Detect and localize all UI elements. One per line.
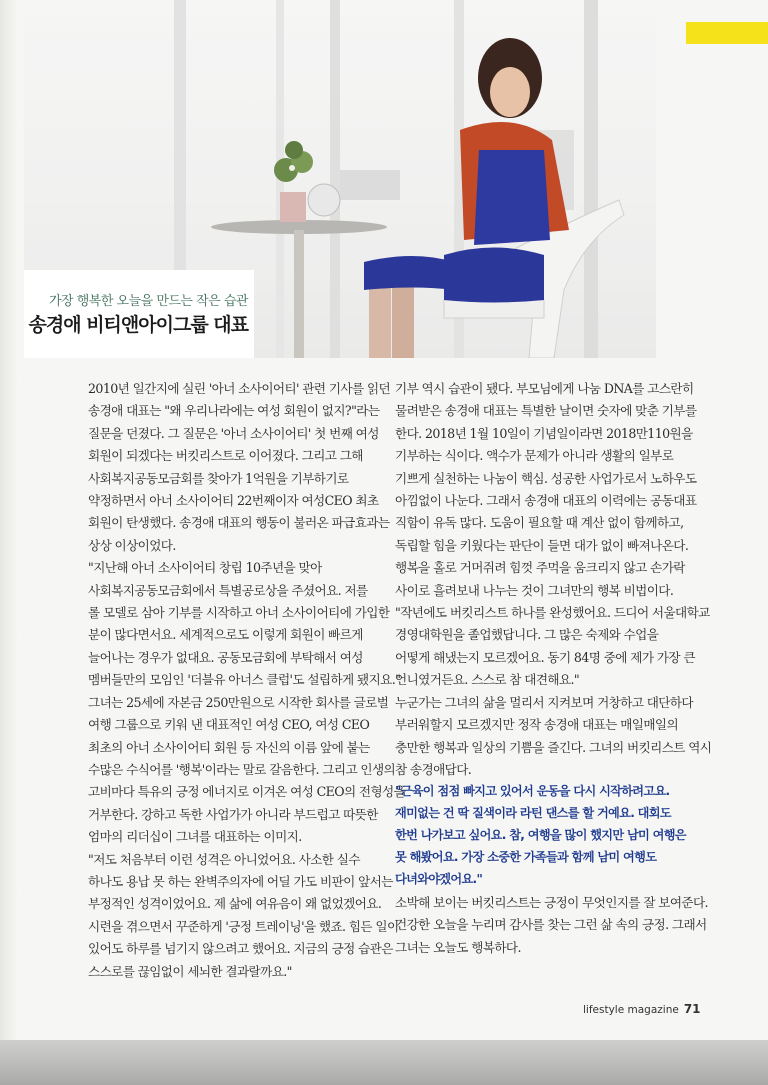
text-line: 독립할 힘을 키웠다는 판단이 들면 대가 없이 빠져나온다. bbox=[395, 537, 689, 553]
text-line: 그녀는 오늘도 행복하다. bbox=[395, 939, 521, 955]
text-line: 기쁘게 실천하는 나눔이 핵심. 성공한 사업가로서 노하우도 bbox=[395, 470, 697, 486]
text-line: "작년에도 버킷리스트 하나를 완성했어요. 드디어 서울대학교 bbox=[395, 605, 710, 621]
text-line: 하나도 용납 못 하는 완벽주의자에 어딜 가도 비판이 앞서는 bbox=[88, 873, 393, 889]
quote-line: 못 해봤어요. 가장 소중한 가족들과 함께 남미 여행도 bbox=[395, 850, 657, 864]
text-line: 어떻게 해냈는지 모르겠어요. 동기 84명 중에 제가 가장 큰 bbox=[395, 649, 695, 665]
text-line: 그녀는 25세에 자본금 250만원으로 시작한 회사를 글로벌 bbox=[88, 694, 389, 710]
text-line: 거부한다. 강하고 독한 사업가가 아니라 부드럽고 따뜻한 bbox=[88, 806, 378, 822]
text-line: 회원이 되겠다는 버킷리스트로 이어졌다. 그리고 그해 bbox=[88, 448, 363, 464]
photo-caption bbox=[24, 270, 254, 358]
caption-title: 송경애 비티앤아이그룹 대표 bbox=[28, 314, 248, 336]
text-line: 송경애 대표는 "왜 우리나라에는 여성 회원이 없지?"라는 bbox=[88, 403, 380, 419]
text-line: 한다. 2018년 1월 10일이 기념일이라면 2018만110원을 bbox=[395, 425, 693, 441]
text-line: 최초의 아너 소사이어티 회원 등 자신의 이름 앞에 붙는 bbox=[88, 739, 370, 755]
caption-subtitle: 가장 행복한 오늘을 만드는 작은 습관 bbox=[48, 294, 248, 309]
text-line: 수많은 수식어를 '행복'이라는 말로 갈음한다. 그리고 인생의 bbox=[88, 761, 396, 777]
text-line: 충만한 행복과 일상의 기쁨을 즐긴다. 그녀의 버킷리스트 역시 bbox=[395, 739, 712, 755]
highlight-quote bbox=[395, 780, 715, 890]
quote-line: "근육이 점점 빠지고 있어서 운동을 다시 시작하려고요. bbox=[395, 784, 670, 798]
article-left-column bbox=[88, 378, 406, 983]
section-tab-marker bbox=[686, 22, 768, 44]
text-line: 건강한 오늘을 누리며 감사를 찾는 그런 삶 속의 긍정. 그래서 bbox=[395, 917, 707, 933]
text-line: 누군가는 그녀의 삶을 멀리서 지켜보며 거창하고 대단하다 bbox=[395, 694, 693, 710]
text-line: 기부하는 식이다. 액수가 문제가 아니라 생활의 일부로 bbox=[395, 448, 674, 464]
text-line: 시련을 겪으면서 꾸준하게 '긍정 트레이닝'을 했죠. 힘든 일이 bbox=[88, 918, 399, 934]
text-line: 경영대학원을 졸업했답니다. 그 많은 숙제와 수업을 bbox=[395, 627, 659, 643]
text-line: 상상 이상이었다. bbox=[88, 537, 176, 553]
text-line: 2010년 일간지에 실린 '아너 소사이어티' 관련 기사를 읽던 bbox=[88, 381, 391, 396]
text-line: 사회복지공동모금회에서 특별공로상을 주셨어요. 저를 bbox=[88, 582, 368, 598]
text-line: 멤버들만의 모임인 '더블유 아너스 클럽'도 설립하게 됐지요." bbox=[88, 672, 401, 688]
text-line: 약정하면서 아너 소사이어티 22번째이자 여성CEO 최초 bbox=[88, 493, 379, 509]
scan-bottom-edge bbox=[0, 1040, 768, 1085]
text-line: 엄마의 리더십이 그녀를 대표하는 이미지. bbox=[88, 829, 302, 845]
text-line: "저도 처음부터 이런 성격은 아니었어요. 사소한 실수 bbox=[88, 851, 360, 867]
page-number: 71 bbox=[683, 1002, 701, 1016]
text-line: 있어도 하루를 넘기지 않으려고 했어요. 지금의 긍정 습관은 bbox=[88, 941, 393, 957]
quote-line: 다녀와야겠어요." bbox=[395, 872, 483, 886]
text-line: 늘어나는 경우가 없대요. 공동모금회에 부탁해서 여성 bbox=[88, 649, 363, 665]
page-folio bbox=[583, 1002, 701, 1016]
text-line: 사회복지공동모금회를 찾아가 1억원을 기부하기로 bbox=[88, 470, 349, 486]
text-line: 부러워할지 모르겠지만 정작 송경애 대표는 매일매일의 bbox=[395, 717, 679, 733]
text-line: 롤 모델로 삼아 기부를 시작하고 아너 소사이어티에 가입한 bbox=[88, 605, 390, 621]
text-line: 회원이 탄생했다. 송경애 대표의 행동이 불러온 파급효과는 bbox=[88, 515, 390, 531]
text-line: 분이 많다면서요. 세계적으로도 이렇게 회원이 빠르게 bbox=[88, 627, 363, 643]
text-line: 고비마다 특유의 긍정 에너지로 이겨온 여성 CEO의 전형성을 bbox=[88, 784, 406, 800]
quote-line: 한번 나가보고 싶어요. 참, 여행을 많이 했지만 남미 여행은 bbox=[395, 828, 686, 842]
text-line: 언니였거든요. 스스로 참 대견해요." bbox=[395, 672, 580, 688]
text-line: 행복을 홀로 거머쥐려 힘껏 주먹을 움크리지 않고 손가락 bbox=[395, 560, 685, 576]
magazine-name: lifestyle magazine bbox=[583, 1004, 679, 1016]
text-line: 사이로 흘려보내 나누는 것이 그녀만의 행복 비법이다. bbox=[395, 582, 674, 598]
text-line: 물려받은 송경애 대표는 특별한 날이면 숫자에 맞춘 기부를 bbox=[395, 403, 697, 419]
text-line: 소박해 보이는 버킷리스트는 긍정이 무엇인지를 잘 보여준다. bbox=[395, 895, 708, 910]
text-line: 참 송경애답다. bbox=[395, 761, 472, 777]
text-line: 스스로를 끊임없이 세뇌한 결과랄까요." bbox=[88, 963, 292, 979]
page-edge-shadow bbox=[0, 0, 18, 1085]
article-right-column bbox=[395, 378, 712, 781]
text-line: 부정적인 성격이었어요. 제 삶에 여유음이 왜 없었겠어요. bbox=[88, 896, 382, 912]
text-line: 아낌없이 나눈다. 그래서 송경애 대표의 이력에는 공동대표 bbox=[395, 493, 697, 509]
text-line: 여행 그룹으로 키워 낸 대표적인 여성 CEO, 여성 CEO bbox=[88, 717, 370, 733]
text-line: 질문을 던졌다. 그 질문은 '아너 소사이어티' 첫 번째 여성 bbox=[88, 425, 379, 441]
text-line: 기부 역시 습관이 됐다. 부모님에게 나눔 DNA를 고스란히 bbox=[395, 381, 694, 396]
text-line: 직함이 유독 많다. 도움이 필요할 때 계산 없이 함께하고, bbox=[395, 515, 684, 531]
quote-line: 재미없는 건 딱 질색이라 라틴 댄스를 할 거예요. 대회도 bbox=[395, 806, 671, 820]
text-line: "지난해 아너 소사이어티 창립 10주년을 맞아 bbox=[88, 560, 322, 576]
closing-paragraph bbox=[395, 892, 715, 959]
